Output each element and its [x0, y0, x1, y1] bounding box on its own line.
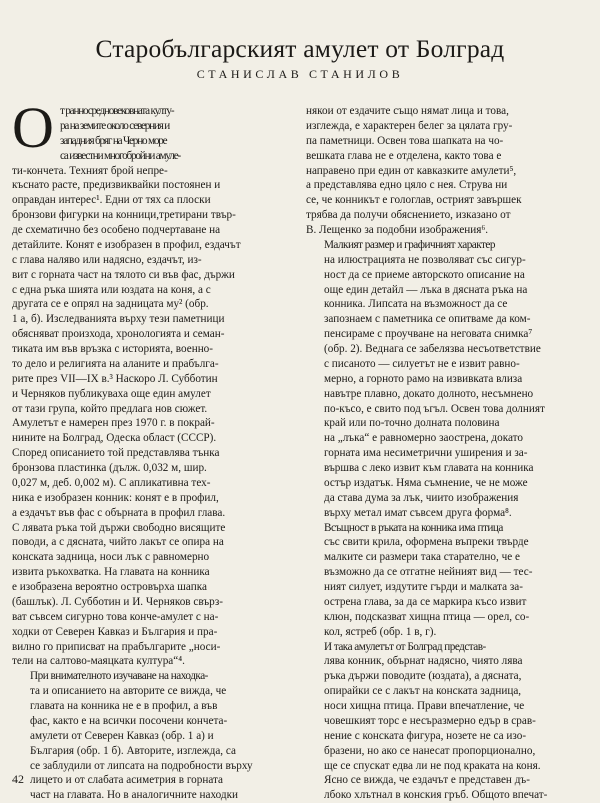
text-line: (обр. 2). Веднага се забелязва несъответствие	[306, 342, 590, 357]
text-line: върху метал имат съвсем друга форма⁸.	[306, 506, 590, 521]
paragraph-2	[12, 669, 298, 803]
text-line: В. Лещенко за подобни изображения⁶.	[306, 223, 590, 238]
paragraph-5	[306, 521, 590, 640]
text-line: лява конник, обърнат надясно, чиято лява	[306, 654, 590, 669]
text-line: ват съвсем сигурно това конче-амулет с на-	[12, 610, 298, 625]
text-line: нение с конската фигура, нозете не са изо-	[306, 729, 590, 744]
text-line: трябва да получи обяснението, изказано от	[306, 208, 590, 223]
text-line: поводи, а с дясната, чийто лакът се опира на	[12, 535, 298, 550]
article-author: СТАНИСЛАВ СТАНИЛОВ	[0, 67, 600, 82]
paragraph-1	[12, 104, 298, 669]
text-line: малките си размери така старателно, че е	[306, 550, 590, 565]
text-line: вит с горната част на тялото си във фас, държи	[12, 268, 298, 283]
article-title: Старобългарският амулет от Болград	[0, 33, 600, 65]
text-line: ра на земите около северния и	[12, 119, 298, 134]
text-line: 1 а, б). Изследванията върху тези паметници	[12, 312, 298, 327]
text-line: ника е изобразен конник: конят е в профил,	[12, 491, 298, 506]
text-line: 0,027 м, деб. 0,002 м). С апликативна тех-	[12, 476, 298, 491]
text-line: Ясно се вижда, че ездачът е представен дъ-	[306, 773, 590, 788]
text-line: Всъщност в ръката на конника има птица	[306, 521, 590, 536]
text-line: ти-кончета. Техният брой непре-	[12, 164, 298, 179]
text-line: опирайки се с лакът на конската задница,	[306, 684, 590, 699]
text-line: направено при един от кавказките амулети⁵,	[306, 164, 590, 179]
text-line: лбоко хлътнал в конския гръб. Общото впечат-	[306, 788, 590, 803]
text-line: с една ръка шията или юздата на коня, а с	[12, 283, 298, 298]
text-line: ходки от Северен Кавказ и България и пра-	[12, 625, 298, 640]
text-line: вешката глава не е отделена, както това е	[306, 149, 590, 164]
text-line: Малкият размер и графичният характер	[306, 238, 590, 253]
text-line: амулети от Северен Кавказ (обр. 1 а) и	[12, 729, 298, 744]
text-line: на „лъка“ е равномерно заострена, докато	[306, 431, 590, 446]
text-line: конската задница, носи лък с равномерно	[12, 550, 298, 565]
text-line: да става дума за лък, чиито изображения	[306, 491, 590, 506]
text-line: са известни многобройни амуле-	[12, 149, 298, 164]
text-line: западния бряг на Черно море	[12, 134, 298, 149]
text-line: с писаното — силуетът не е извит равно-	[306, 357, 590, 372]
text-line: навътре плавно, докато долното, несъмнено	[306, 387, 590, 402]
text-line: и Черняков публикуваха още един амулет	[12, 387, 298, 402]
text-line: то дело и религията на аланите и прабълга-	[12, 357, 298, 372]
text-line: кол, ястреб (обр. 1 в, г).	[306, 625, 590, 640]
text-line: запознаем с паметника се опитваме да ком-	[306, 312, 590, 327]
right-column	[306, 104, 590, 803]
text-line: извита ръкохватка. На главата на конника	[12, 565, 298, 580]
left-column	[12, 104, 298, 803]
text-line: ще се спускат едва ли не под краката на коня.	[306, 759, 590, 774]
text-line: тели на салтово-маяцката култура“⁴.	[12, 654, 298, 669]
text-line: другата се е опрял на задницата му² (обр.	[12, 297, 298, 312]
text-line: бразени, но ако се нанесат пропорционално,	[306, 744, 590, 759]
text-line: е изобразена вероятно островърха шапка	[12, 580, 298, 595]
text-line: детайлите. Конят е изобразен в профил, ездачът	[12, 238, 298, 253]
text-line: па паметници. Освен това шапката на чо-	[306, 134, 590, 149]
text-line: ният силует, издутите гърди и малката за-	[306, 580, 590, 595]
text-line: тиката им във връзка с историята, военно-	[12, 342, 298, 357]
text-line: изглежда, е характерен белег за цялата гру-	[306, 119, 590, 134]
text-line: та и описанието на авторите се вижда, че	[12, 684, 298, 699]
text-line: край или по-точно долната половина	[306, 416, 590, 431]
text-line: Амулетът е намерен през 1970 г. в покрай-	[12, 416, 298, 431]
text-line: бронзови фигурки на конници,третирани твър-	[12, 208, 298, 223]
paragraph-6	[306, 640, 590, 803]
text-line: главата на конника не е в профил, а във	[12, 699, 298, 714]
text-line: остър издатък. Няма съмнение, че не може	[306, 476, 590, 491]
text-line: къснато расте, предизвиквайки постоянен и	[12, 178, 298, 193]
text-line: клюн, подсказват хищна птица — орел, со-	[306, 610, 590, 625]
text-line: по-късо, е свито под ъгъл. Освен това долният	[306, 402, 590, 417]
paragraph-4	[306, 238, 590, 521]
text-line: човешкият торс е несъразмерно едър в срав-	[306, 714, 590, 729]
text-line: се заблудили от липсата на подробности върху	[12, 759, 298, 774]
text-line: острена глава, за да се маркира късо извит	[306, 595, 590, 610]
text-line: фас, както е на всички посочени кончета-	[12, 714, 298, 729]
text-line: конника. Липсата на възможност да се	[306, 297, 590, 312]
text-line: де схематично без особено подчертаване на	[12, 223, 298, 238]
text-line: вилно го приписват на прабългарите „носи-	[12, 640, 298, 655]
text-line: а ездачът във фас с обърната в профил глава.	[12, 506, 298, 521]
text-line: част на главата. Но в аналогичните находки	[12, 788, 298, 803]
text-line: още един детайл — лъка в дясната ръка на	[306, 283, 590, 298]
drop-cap: О	[10, 106, 56, 152]
text-line: Според описанието той представлява тънка	[12, 446, 298, 461]
text-line: нините на Болград, Одеска област (СССР).	[12, 431, 298, 446]
text-line: от тази група, който предлага нов сюжет.	[12, 402, 298, 417]
text-line: с глава наляво или надясно, ездачът, из-	[12, 253, 298, 268]
text-line: със свити крила, оформена въпреки твърде	[306, 535, 590, 550]
text-line: горната има несиметрични уширения и за-	[306, 446, 590, 461]
text-line: При внимателното изучаване на находка-	[12, 669, 298, 684]
text-line: пенсираме с проучване на неговата снимка⁷	[306, 327, 590, 342]
text-line: вършва с леко извит към главата на конника	[306, 461, 590, 476]
text-line: се, че конникът е гологлав, острият завършек	[306, 193, 590, 208]
text-line: възможно да се отгатне нейният вид — тес-	[306, 565, 590, 580]
paragraph-3	[306, 104, 590, 238]
text-line: а представлява едно цяло с нея. Струва ни	[306, 178, 590, 193]
text-line: България (обр. 1 б). Авторите, изглежда, са	[12, 744, 298, 759]
page-number: 42	[12, 772, 24, 787]
text-line: рите през VII—IX в.³ Наскоро Л. Субботин	[12, 372, 298, 387]
text-line: лицето и от слабата асиметрия в горната	[12, 773, 298, 788]
text-line: обясняват произхода, хронологията и семан-	[12, 327, 298, 342]
text-line: И така амулетът от Болград представ-	[306, 640, 590, 655]
text-line: ност да се приеме авторското описание на	[306, 268, 590, 283]
text-line: носи хищна птица. Прави впечатление, че	[306, 699, 590, 714]
text-line: т ранносредновековната култу-	[12, 104, 298, 119]
text-line: С лявата ръка той държи свободно висящите	[12, 521, 298, 536]
text-line: някои от ездачите също нямат лица и това,	[306, 104, 590, 119]
text-line: мерно, а горното рамо на извивката влиза	[306, 372, 590, 387]
text-line: бронзова пластинка (дълж. 0,032 м, шир.	[12, 461, 298, 476]
text-line: на илюстрацията не позволяват със сигур-	[306, 253, 590, 268]
text-line: оправдан интерес¹. Едни от тях са плоски	[12, 193, 298, 208]
text-line: (башлък). Л. Субботин и И. Черняков свърз-	[12, 595, 298, 610]
text-line: ръка държи поводите (юздата), а дясната,	[306, 669, 590, 684]
